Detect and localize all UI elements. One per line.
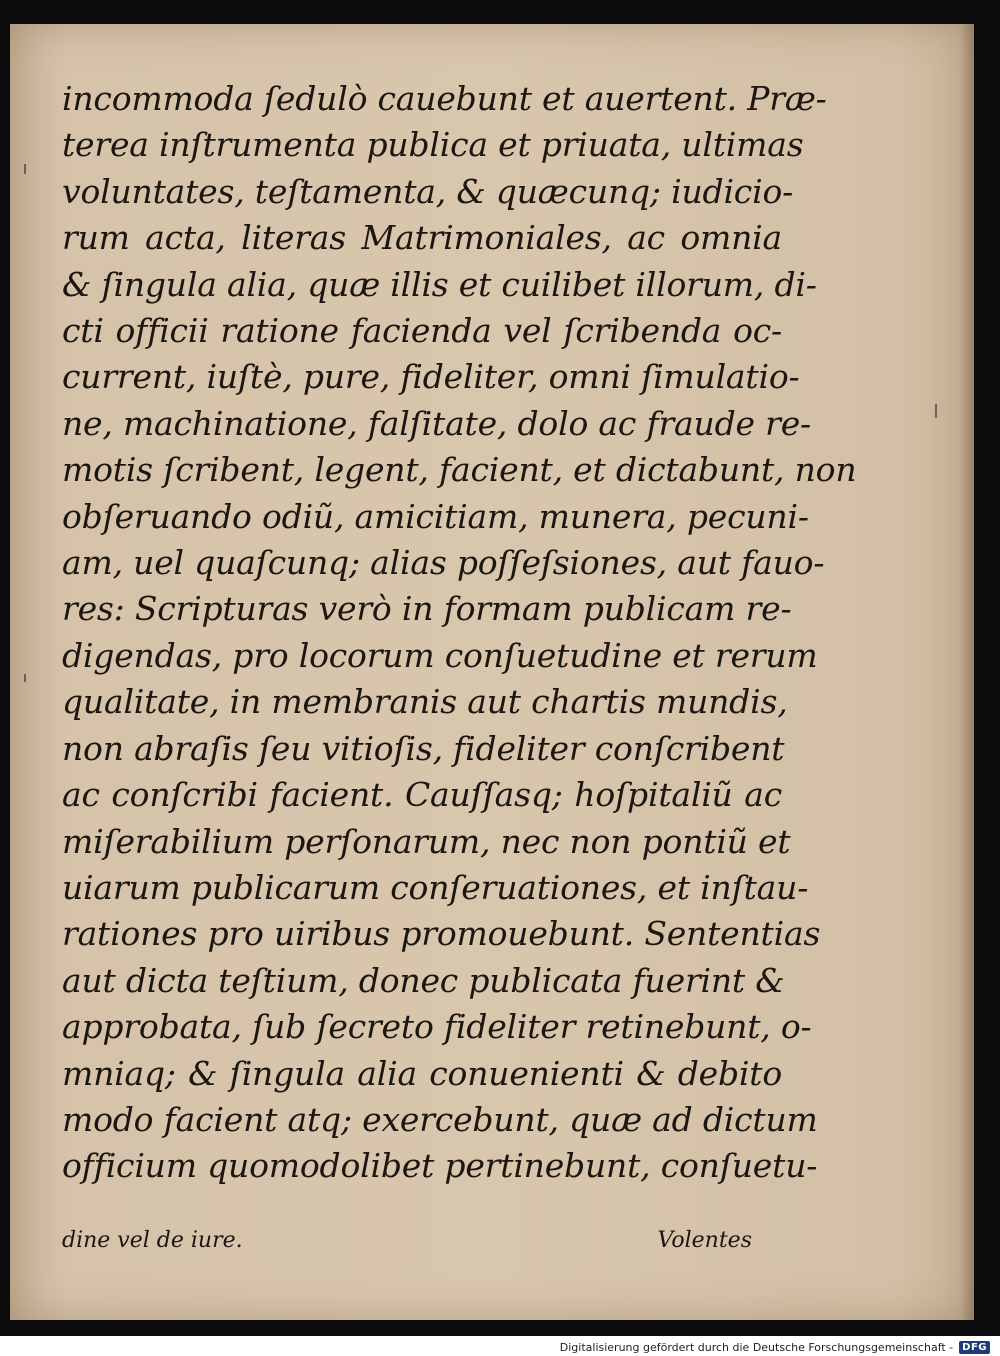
- text-line: & ſingula alia, quæ illis et cuilibet illorum, di-: [62, 264, 817, 304]
- text-line: cti officii ratione facienda vel ſcribenda oc-: [62, 311, 782, 351]
- margin-mark: [24, 674, 26, 682]
- text-line: modo facient atq; exercebunt, quæ ad dictum: [62, 1099, 818, 1139]
- dfg-logo: DFG: [959, 1341, 990, 1354]
- last-text-line: dine vel de iure.: [62, 1228, 243, 1253]
- margin-mark: [935, 404, 937, 418]
- text-line: terea inſtrumenta publica et priuata, ultimas: [62, 125, 804, 165]
- text-line: miſerabilium perſonarum, nec non pontiũ et: [62, 821, 791, 861]
- footer-credit: [560, 1338, 990, 1356]
- text-line: rationes pro uiribus promouebunt. Sententias: [62, 914, 821, 954]
- book-page: [10, 24, 974, 1320]
- text-line: approbata, ſub ſecreto fideliter retinebunt, o-: [62, 1007, 812, 1047]
- credit-text: Digitalisierung gefördert durch die Deutsche Forschungsgemeinschaft -: [559, 1340, 954, 1354]
- text-line: rum acta, literas Matrimoniales, ac omnia: [62, 218, 782, 258]
- text-line: officium quomodolibet pertinebunt, conſuetu-: [62, 1146, 818, 1186]
- catchword: Volentes: [657, 1228, 752, 1253]
- margin-mark: [24, 164, 26, 174]
- text-line: voluntates, teſtamenta, & quæcunq; iudicio-: [62, 171, 794, 211]
- text-line: qualitate, in membranis aut chartis mundis,: [62, 682, 788, 722]
- text-line: obſeruando odiũ, amicitiam, munera, pecuni-: [62, 496, 809, 536]
- text-line: digendas, pro locorum conſuetudine et rerum: [62, 635, 818, 675]
- text-line: uiarum publicarum conſeruationes, et inſtau-: [62, 867, 809, 907]
- text-line: incommoda ſedulò cauebunt et auertent. Præ-: [62, 79, 827, 118]
- page-bottom-row: [62, 1228, 752, 1253]
- text-line: ac conſcribi facient. Cauſſasq; hoſpitaliũ ac: [62, 775, 782, 815]
- text-line: current, iuſtè, pure, fideliter, omni ſimulatio-: [62, 357, 800, 397]
- text-line: non abraſis ſeu vitioſis, fideliter conſcribent: [62, 728, 785, 768]
- text-line: am, uel quaſcunq; alias poſſeſsiones, aut fauo-: [62, 543, 825, 583]
- text-line: ne, machinatione, falſitate, dolo ac fraude re-: [62, 403, 811, 443]
- page-text: [62, 76, 857, 1190]
- text-line: aut dicta teſtium, donec publicata fuerint &: [62, 960, 785, 1000]
- text-line: motis ſcribent, legent, facient, et dictabunt, non: [62, 450, 857, 490]
- text-line: res: Scripturas verò in formam publicam re-: [62, 589, 792, 629]
- text-line: mniaq; & ſingula alia conuenienti & debito: [62, 1053, 782, 1093]
